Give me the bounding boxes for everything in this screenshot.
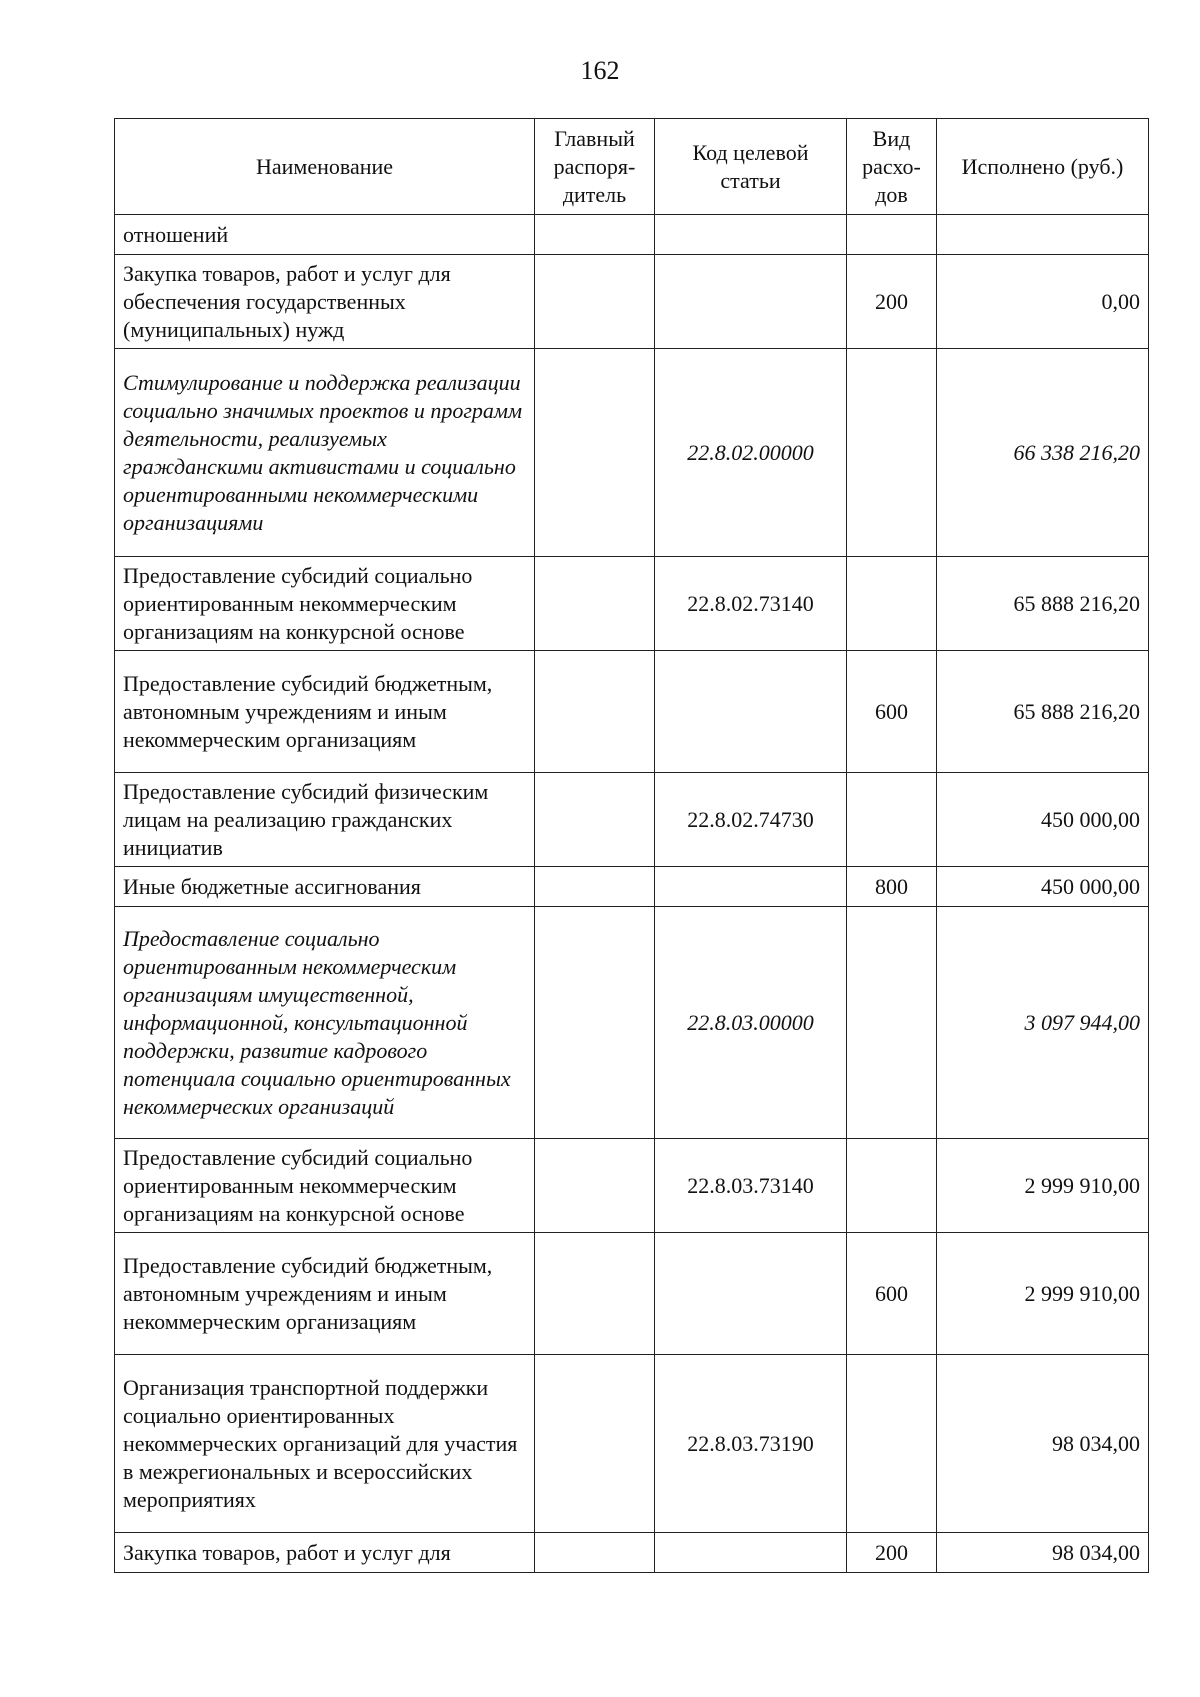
cell-glav: [535, 1533, 655, 1573]
table-row: [115, 651, 1149, 773]
cell-vid: 600: [847, 1233, 937, 1355]
cell-exec: 98 034,00: [937, 1355, 1149, 1533]
cell-code: [655, 255, 847, 349]
cell-vid: 800: [847, 867, 937, 907]
cell-vid: [847, 349, 937, 557]
cell-code: 22.8.03.00000: [655, 907, 847, 1139]
cell-name: Предоставление субсидий бюджетным, автономным учреждениям и иным некоммерческим организациям: [115, 651, 535, 773]
table-row: [115, 215, 1149, 255]
page-number: 162: [580, 56, 620, 85]
table-row: [115, 1355, 1149, 1533]
cell-glav: [535, 1233, 655, 1355]
cell-exec: 2 999 910,00: [937, 1233, 1149, 1355]
table-row: [115, 907, 1149, 1139]
cell-glav: [535, 1139, 655, 1233]
cell-exec: 65 888 216,20: [937, 651, 1149, 773]
table-header-row: [115, 119, 1149, 215]
cell-vid: [847, 907, 937, 1139]
cell-name: Предоставление субсидий социально ориентированным некоммерческим организациям на конкурсной основе: [115, 557, 535, 651]
budget-table: [114, 118, 1149, 1573]
cell-exec: 0,00: [937, 255, 1149, 349]
cell-code: [655, 1233, 847, 1355]
cell-exec: 65 888 216,20: [937, 557, 1149, 651]
cell-glav: [535, 255, 655, 349]
cell-vid: [847, 1139, 937, 1233]
cell-exec: 98 034,00: [937, 1533, 1149, 1573]
cell-code: 22.8.02.73140: [655, 557, 847, 651]
cell-code: 22.8.03.73190: [655, 1355, 847, 1533]
cell-name: Стимулирование и поддержка реализации социально значимых проектов и программ деятельности, реализуемых гражданскими активистами и социально ориентированными некоммерческими организациями: [115, 349, 535, 557]
cell-glav: [535, 215, 655, 255]
cell-exec: 450 000,00: [937, 867, 1149, 907]
cell-code: [655, 651, 847, 773]
cell-code: 22.8.02.74730: [655, 773, 847, 867]
header-glav: Главный распоря-дитель: [535, 119, 655, 215]
cell-glav: [535, 1355, 655, 1533]
cell-vid: 600: [847, 651, 937, 773]
cell-glav: [535, 557, 655, 651]
cell-name: Иные бюджетные ассигнования: [115, 867, 535, 907]
cell-glav: [535, 907, 655, 1139]
cell-name: Организация транспортной поддержки социально ориентированных некоммерческих организаций для участия в межрегиональных и всероссийских мероприятиях: [115, 1355, 535, 1533]
cell-vid: [847, 215, 937, 255]
cell-name: Закупка товаров, работ и услуг для обеспечения государственных (муниципальных) нужд: [115, 255, 535, 349]
cell-glav: [535, 867, 655, 907]
cell-vid: [847, 773, 937, 867]
table-row: [115, 867, 1149, 907]
cell-code: 22.8.02.00000: [655, 349, 847, 557]
cell-exec: [937, 215, 1149, 255]
table-row: [115, 349, 1149, 557]
cell-exec: 450 000,00: [937, 773, 1149, 867]
cell-glav: [535, 349, 655, 557]
table-row: [115, 1533, 1149, 1573]
table-row: [115, 1139, 1149, 1233]
header-vid: Вид расхо-дов: [847, 119, 937, 215]
cell-exec: 66 338 216,20: [937, 349, 1149, 557]
cell-code: [655, 1533, 847, 1573]
cell-name: Предоставление социально ориентированным некоммерческим организациям имущественной, информационной, консультационной поддержки, развитие кадрового потенциала социально ориентированных некоммерческих организаций: [115, 907, 535, 1139]
cell-code: [655, 215, 847, 255]
table-row: [115, 557, 1149, 651]
table-row: [115, 773, 1149, 867]
header-code: Код целевой статьи: [655, 119, 847, 215]
cell-vid: 200: [847, 255, 937, 349]
cell-name: Закупка товаров, работ и услуг для: [115, 1533, 535, 1573]
cell-exec: 2 999 910,00: [937, 1139, 1149, 1233]
cell-glav: [535, 651, 655, 773]
cell-glav: [535, 773, 655, 867]
cell-name: Предоставление субсидий бюджетным, автономным учреждениям и иным некоммерческим организациям: [115, 1233, 535, 1355]
cell-name: Предоставление субсидий физическим лицам на реализацию гражданских инициатив: [115, 773, 535, 867]
header-exec: Исполнено (руб.): [937, 119, 1149, 215]
header-name: Наименование: [115, 119, 535, 215]
cell-name: отношений: [115, 215, 535, 255]
table-row: [115, 255, 1149, 349]
cell-vid: [847, 557, 937, 651]
cell-vid: [847, 1355, 937, 1533]
cell-vid: 200: [847, 1533, 937, 1573]
cell-code: 22.8.03.73140: [655, 1139, 847, 1233]
cell-exec: 3 097 944,00: [937, 907, 1149, 1139]
table-row: [115, 1233, 1149, 1355]
cell-code: [655, 867, 847, 907]
cell-name: Предоставление субсидий социально ориентированным некоммерческим организациям на конкурсной основе: [115, 1139, 535, 1233]
